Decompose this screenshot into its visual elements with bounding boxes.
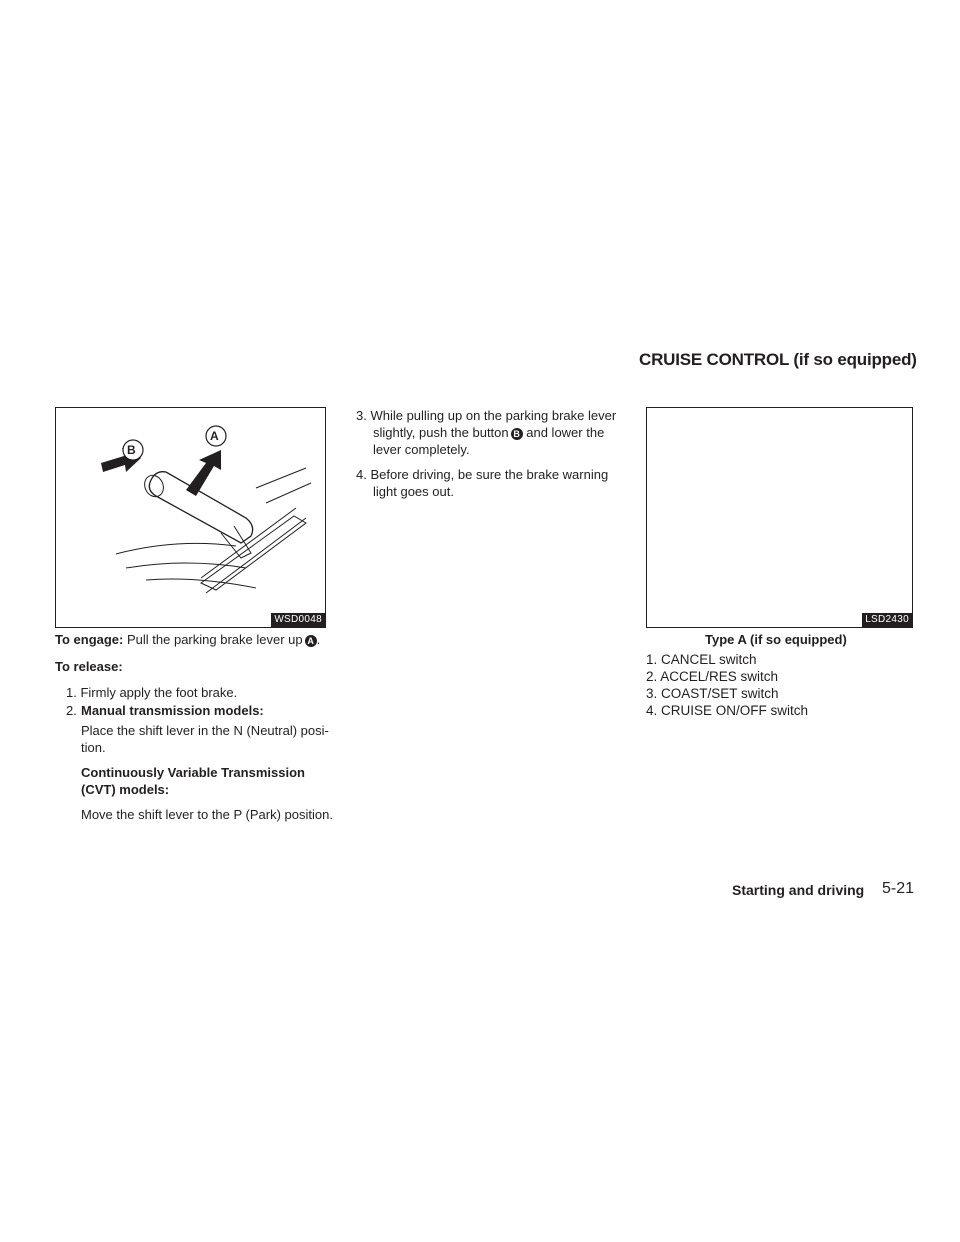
marker-b-icon: B bbox=[511, 428, 523, 440]
cvt-label-line-1: Continuously Variable Transmission bbox=[81, 765, 305, 780]
release-step-1: 1. Firmly apply the foot brake. bbox=[66, 685, 238, 700]
engage-label: To engage: bbox=[55, 632, 124, 647]
cvt-text: Move the shift lever to the P (Park) position. bbox=[81, 807, 333, 822]
switch-list bbox=[646, 651, 808, 719]
figure-code: WSD0048 bbox=[271, 613, 325, 627]
engage-paragraph bbox=[55, 632, 330, 649]
cvt-label-line-2: (CVT) models: bbox=[81, 782, 170, 797]
parking-brake-figure bbox=[55, 407, 326, 628]
cruise-control-figure bbox=[646, 407, 913, 628]
section-title: CRUISE CONTROL (if so equipped) bbox=[639, 350, 917, 369]
list-item: 2. ACCEL/RES switch bbox=[646, 669, 779, 684]
list-item: 1. CANCEL switch bbox=[646, 652, 757, 667]
arrow-a-icon bbox=[186, 450, 221, 496]
footer-chapter-title: Starting and driving bbox=[732, 882, 865, 898]
figure-code-right: LSD2430 bbox=[862, 613, 912, 627]
step-3-line-3: lever completely. bbox=[373, 442, 470, 457]
figure-label-b: B bbox=[127, 443, 136, 457]
release-label: To release: bbox=[55, 659, 123, 674]
marker-a-icon: A bbox=[305, 635, 317, 647]
release-step-2-number: 2. bbox=[66, 703, 77, 718]
engage-text: Pull the parking brake lever up bbox=[127, 632, 303, 647]
manual-line-1: Place the shift lever in the N (Neutral) posi- bbox=[81, 723, 329, 738]
step-3-line-2a: slightly, push the button bbox=[373, 425, 509, 440]
engage-end: . bbox=[316, 632, 321, 647]
figure-label-a: A bbox=[210, 429, 219, 443]
step-4-line-1: 4. Before driving, be sure the brake warning bbox=[356, 467, 609, 482]
list-item: 3. COAST/SET switch bbox=[646, 686, 779, 701]
manual-transmission-label: Manual transmission models: bbox=[81, 703, 264, 718]
step-3-line-2 bbox=[373, 425, 604, 442]
manual-line-2: tion. bbox=[81, 740, 106, 755]
page-number: 5-21 bbox=[882, 880, 915, 897]
step-4-line-2: light goes out. bbox=[373, 484, 454, 499]
parking-brake-illustration bbox=[56, 408, 325, 627]
list-item: 4. CRUISE ON/OFF switch bbox=[646, 703, 809, 718]
figure-caption: Type A (if so equipped) bbox=[705, 632, 847, 647]
step-3-line-1: 3. While pulling up on the parking brake lever bbox=[356, 408, 617, 423]
step-3-line-2b: and lower the bbox=[526, 425, 605, 440]
